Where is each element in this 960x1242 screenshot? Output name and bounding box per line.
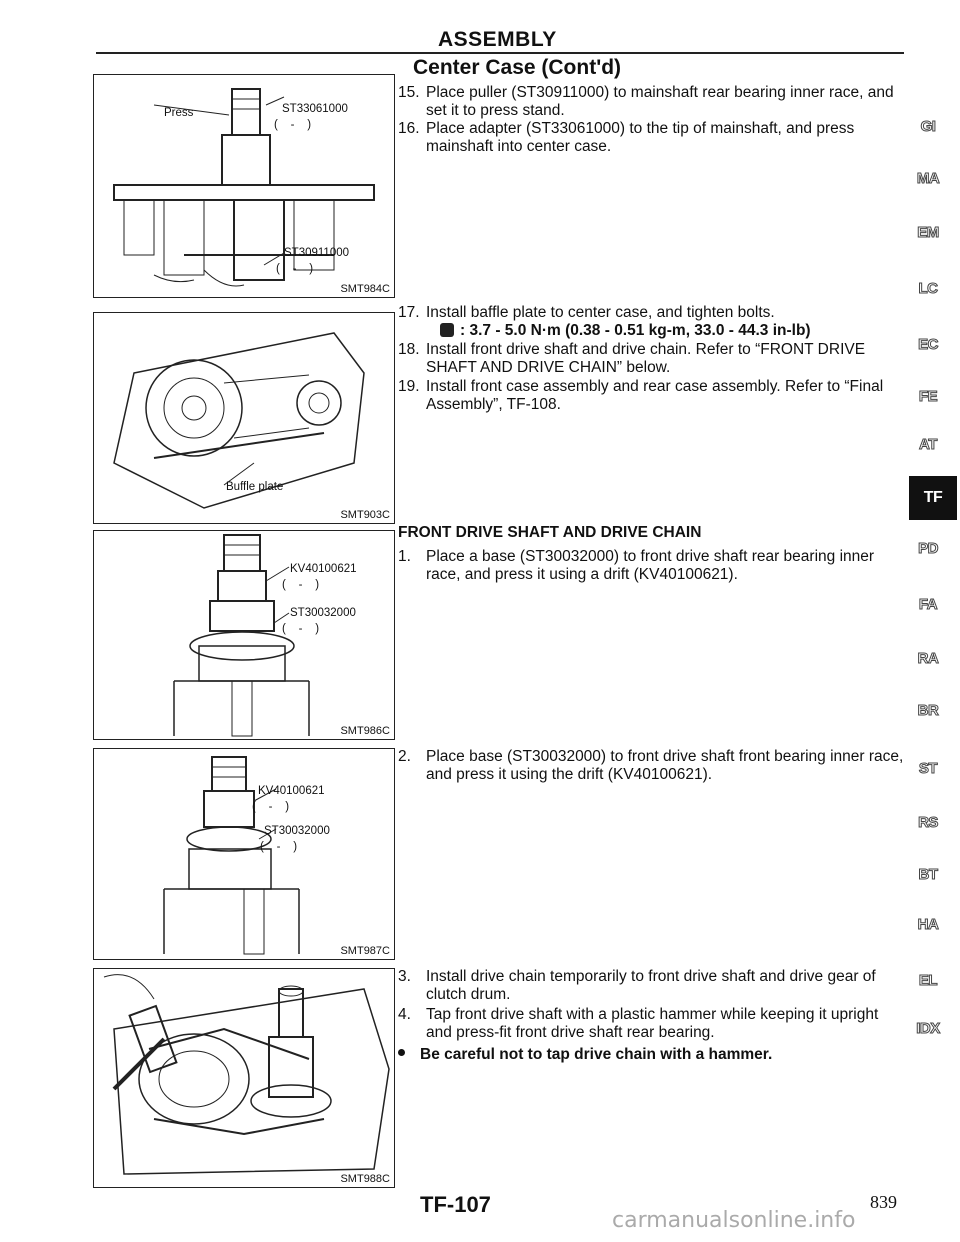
side-tab-br[interactable]: BR bbox=[917, 702, 939, 719]
side-tab-at[interactable]: AT bbox=[919, 436, 937, 453]
page-number: 839 bbox=[870, 1192, 897, 1212]
step-17 bbox=[398, 304, 908, 322]
side-tab-gi[interactable]: GI bbox=[920, 118, 936, 135]
step-19 bbox=[398, 378, 908, 414]
callout-baffle-plate: Buffle plate bbox=[226, 481, 284, 493]
torque-spec bbox=[440, 322, 811, 340]
step-18 bbox=[398, 341, 908, 377]
callout-tool-alt: ( - ) bbox=[276, 263, 314, 275]
callout-tool-number: ST30032000 bbox=[264, 825, 330, 837]
side-tab-ec[interactable]: EC bbox=[918, 336, 938, 353]
step-number: 18. bbox=[398, 341, 420, 358]
header-rule bbox=[96, 52, 904, 54]
warning-note bbox=[398, 1046, 772, 1064]
step-number: 15. bbox=[398, 84, 420, 101]
figure-smt984c bbox=[93, 74, 395, 298]
side-tab-rs[interactable]: RS bbox=[918, 814, 938, 831]
callout-tool-number: KV40100621 bbox=[258, 785, 325, 797]
step-text: Place a base (ST30032000) to front drive shaft rear bearing inner race, and press it using a drift (KV40100621). bbox=[426, 548, 875, 583]
step-number: 1. bbox=[398, 548, 411, 565]
figure-front-bearing-press-illustration bbox=[94, 749, 394, 959]
side-tab-bt[interactable]: BT bbox=[918, 866, 938, 883]
figure-code: SMT986C bbox=[340, 725, 390, 737]
step-number: 16. bbox=[398, 120, 420, 137]
figure-code: SMT988C bbox=[340, 1173, 390, 1185]
callout-tool-alt: ( - ) bbox=[260, 841, 298, 853]
watermark: carmanualsonline.info bbox=[612, 1208, 856, 1233]
side-tab-pd[interactable]: PD bbox=[918, 540, 938, 557]
callout-tool-alt: ( - ) bbox=[252, 801, 290, 813]
front-drive-shaft-heading: FRONT DRIVE SHAFT AND DRIVE CHAIN bbox=[398, 524, 702, 541]
figure-smt987c bbox=[93, 748, 395, 960]
side-tab-st[interactable]: ST bbox=[918, 760, 938, 777]
side-tab-ha[interactable]: HA bbox=[917, 916, 939, 933]
side-tab-ra[interactable]: RA bbox=[917, 650, 939, 667]
front-step-1 bbox=[398, 548, 908, 584]
side-tab-tf[interactable]: TF bbox=[909, 476, 957, 520]
front-step-4 bbox=[398, 1006, 908, 1042]
side-tab-fa[interactable]: FA bbox=[918, 596, 938, 613]
bullet-icon bbox=[398, 1049, 405, 1056]
page-code: TF-107 bbox=[420, 1192, 491, 1217]
figure-smt988c bbox=[93, 968, 395, 1188]
step-number: 17. bbox=[398, 304, 420, 321]
side-tab-fe[interactable]: FE bbox=[918, 388, 938, 405]
figure-code: SMT984C bbox=[340, 283, 390, 295]
front-step-3 bbox=[398, 968, 908, 1004]
callout-tool-number: ST33061000 bbox=[282, 103, 348, 115]
torque-wrench-icon bbox=[440, 323, 454, 337]
step-text: Place puller (ST30911000) to mainshaft rear bearing inner race, and set it to press stand. bbox=[426, 84, 894, 119]
callout-tool-alt: ( - ) bbox=[282, 579, 320, 591]
step-number: 4. bbox=[398, 1006, 411, 1023]
callout-tool-number: ST30032000 bbox=[290, 607, 356, 619]
callout-tool-alt: ( - ) bbox=[274, 119, 312, 131]
side-tab-lc[interactable]: LC bbox=[918, 280, 938, 297]
callout-tool-number: ST30911000 bbox=[284, 247, 350, 259]
figure-drive-chain-hammer-illustration bbox=[94, 969, 394, 1187]
warning-text: Be careful not to tap drive chain with a hammer. bbox=[420, 1046, 773, 1063]
figure-code: SMT987C bbox=[340, 945, 390, 957]
front-step-2 bbox=[398, 748, 908, 784]
step-number: 3. bbox=[398, 968, 411, 985]
step-text: Install drive chain temporarily to front drive shaft and drive gear of clutch drum. bbox=[426, 968, 876, 1003]
step-text: Install front drive shaft and drive chain. Refer to “FRONT DRIVE SHAFT AND DRIVE CHAIN” below. bbox=[426, 341, 866, 376]
step-text: Place base (ST30032000) to front drive shaft front bearing inner race, and press it using the drift (KV40100621). bbox=[426, 748, 904, 783]
step-text: Install baffle plate to center case, and tighten bolts. bbox=[426, 304, 775, 321]
callout-press: Press bbox=[164, 107, 194, 119]
side-tab-idx[interactable]: IDX bbox=[916, 1020, 940, 1037]
step-15 bbox=[398, 84, 908, 120]
side-tab-ma[interactable]: MA bbox=[916, 170, 940, 187]
step-number: 2. bbox=[398, 748, 411, 765]
callout-tool-alt: ( - ) bbox=[282, 623, 320, 635]
step-number: 19. bbox=[398, 378, 420, 395]
torque-value: : 3.7 - 5.0 N·m (0.38 - 0.51 kg-m, 33.0 - 44.3 in-lb) bbox=[460, 322, 811, 339]
section-title: ASSEMBLY bbox=[438, 28, 557, 51]
step-text: Tap front drive shaft with a plastic hammer while keeping it upright and press-fit front drive shaft rear bearing. bbox=[426, 1006, 879, 1041]
subsection-title: Center Case (Cont'd) bbox=[413, 56, 622, 79]
side-tab-el[interactable]: EL bbox=[918, 972, 938, 989]
side-tab-em[interactable]: EM bbox=[917, 224, 939, 241]
figure-code: SMT903C bbox=[340, 509, 390, 521]
figure-press-mainshaft-illustration bbox=[94, 75, 394, 297]
step-text: Place adapter (ST33061000) to the tip of mainshaft, and press mainshaft into center case. bbox=[426, 120, 855, 155]
step-16 bbox=[398, 120, 908, 156]
step-text: Install front case assembly and rear case assembly. Refer to “Final Assembly”, TF-108. bbox=[426, 378, 884, 413]
figure-smt903c bbox=[93, 312, 395, 524]
figure-smt986c bbox=[93, 530, 395, 740]
callout-tool-number: KV40100621 bbox=[290, 563, 357, 575]
